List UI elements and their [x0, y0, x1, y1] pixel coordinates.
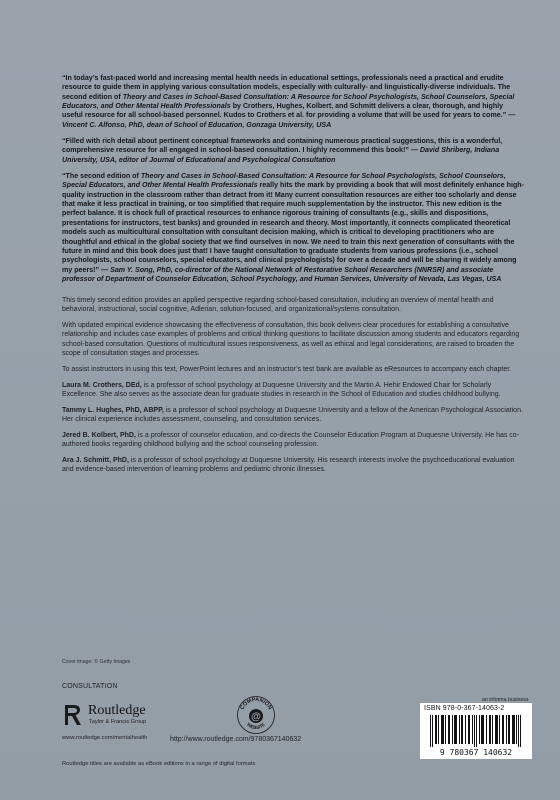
author-bio — [62, 406, 524, 425]
svg-text:@: @ — [251, 711, 261, 723]
isbn-barcode — [420, 703, 532, 759]
publisher-website[interactable]: www.routledge.com/mentalhealth — [62, 735, 148, 741]
cover-image-credit: Cover image: © Getty Images — [62, 659, 131, 665]
endorsements — [62, 74, 524, 291]
endorsement-1 — [62, 74, 524, 130]
book-title: Theory and Cases in School-Based Consultation: A Resource for School Psychologists, School Counselors, Special Educators, and Other Mental Health Professionals — [62, 172, 506, 190]
barcode-digits: 9 780367 140632 — [439, 748, 513, 757]
publisher-group: Taylor & Francis Group — [89, 719, 147, 725]
publisher-logo — [62, 703, 222, 729]
ebook-note: Routledge titles are available as eBook editions in a range of digital formats — [62, 761, 256, 767]
svg-text:WEBSITE — [246, 722, 266, 730]
informa-business: an informa business — [482, 697, 529, 703]
author-bio-text: is a professor of school psychology at Duquesne University and the Martin A. Hehir Endowed Chair for Scholarly Excellence. She also serves as the associate dean for graduate studies in research in the School of Education and studies childhood bullying. — [62, 381, 501, 398]
description-paragraph: This timely second edition provides an applied perspective regarding school-based consultation, including an overview of mental health and behavioral, instructional, social cognitive, Adlerian, solution-focused, and organizational/systems consultation. — [62, 297, 494, 314]
companion-ring-top: COMPANION — [239, 696, 273, 711]
endorsement-text: “Filled with rich detail about pertinent conceptual frameworks and containing numerous practical suggestions, this is a wonderful, comprehensive resource for all engaged in school-based consultation. I highly recommend this book!” — — [62, 137, 503, 155]
isbn-label: ISBN 978-0-367-14063-2 — [424, 705, 505, 712]
author-name: Tammy L. Hughes, PhD, ABPP, — [62, 406, 164, 414]
endorsement-text: “The second edition of — [62, 172, 141, 181]
author-bio — [62, 381, 524, 400]
barcode-icon — [424, 715, 528, 747]
author-name: Laura M. Crothers, DEd, — [62, 381, 142, 389]
description-paragraph: To assist instructors in using this text, PowerPoint lectures and an instructor’s test bank are available as eResources to accompany each chapter. — [62, 365, 512, 373]
endorsement-attribution: Vincent C. Alfonso, PhD, dean of School of Education, Gonzaga University, USA — [62, 120, 332, 129]
endorsement-2 — [62, 137, 524, 165]
author-bio-text: is a professor of school psychology at Duquesne University. His research interests involve the psychoeducational evaluation and evidence-based intervention of learning problems and pediatric chronic illnesses. — [62, 456, 515, 474]
companion-ring-bottom: WEBSITE — [245, 721, 266, 731]
routledge-logo-icon — [62, 703, 84, 727]
publisher-name: Routledge — [88, 703, 146, 718]
book-description — [62, 296, 524, 481]
author-bio-text: is a professor of school psychology at Duquesne University and a fellow of the American Psychological Association. Her clinical experience includes assessment, counseling, and consultation services. — [62, 406, 523, 423]
endorsement-3 — [62, 172, 524, 284]
svg-text:COMPANION — [239, 697, 272, 711]
endorsement-attribution: Sam Y. Song, PhD, co-director of the National Network of Restorative School Researchers (NNRSR) and associate professor of Department of Counselor Education, School Psychology, and Human Services, University of Nevada, Las Vegas, USA — [62, 265, 502, 283]
book-title: Theory and Cases in School-Based Consultation: A Resource for School Psychologists, School Counselors, Special Educators, and Other Mental Health Professionals — [62, 92, 515, 111]
subject-category: CONSULTATION — [62, 683, 118, 690]
endorsement-text: “In today’s fast-paced world and increasing mental health needs in educational settings, professionals need a practical and erudite resource to guide them in applying various consultation models, especially with culturally- and linguistically-diverse individuals. The second edition of — [62, 74, 511, 101]
endorsement-attribution: David Shriberg, Indiana University, USA, editor of Journal of Educational and Psychological Consultation — [62, 146, 500, 164]
author-bio — [62, 431, 524, 450]
author-name: Jered B. Kolbert, PhD, — [62, 431, 136, 439]
companion-website-badge-icon — [236, 695, 276, 735]
description-paragraph: With updated empirical evidence showcasing the effectiveness of consultation, this book delivers clear procedures for establishing a consultative relationship and includes case examples of problems and critical thinking questions to facilitate discussion among students and educators regarding school-based consultation. Questions of multicultural issues responsiveness, as well as ethical and legal considerations, are raised to broaden the scope of consultation stages and processes. — [62, 322, 520, 357]
author-bio — [62, 456, 524, 475]
endorsement-text: really hits the mark by providing a book that will most definitely enhance high-quality instruction in the classroom rather than detract from it! Many current consultation resources are either too scholarly and dense that make it less practical in training, or too simplified that require much supplementation by the instructor. This new edition is the perfect balance. It is chock full of practical resources to enhance rigorous training of consultants (e.g., skills and dispositions, presentations for instructors, test banks) and grounded in research and theory. Most importantly, it connects complicated theoretical models such as multicultural consultation with consultant decision making, which is critical to developing practitioners who are thoughtful and ethical in the global society that we find ourselves in now. We need to train this next generation of consultants with the future in mind and this book does just that! I have taught consultation to graduate students from various professions (i.e., school psychologists, school counselors, special educators, and clinical psychologists) for over a decade and will be sharing it widely among my peers!” — — [62, 181, 524, 274]
author-bio-text: is a professor of counselor education, and co-directs the Counselor Education Program at Duquesne University. He has co-authored books regarding childhood bullying and the school counseling profession. — [62, 431, 520, 449]
author-name: Ara J. Schmitt, PhD, — [62, 456, 129, 464]
companion-url[interactable]: http://www.routledge.com/9780367140632 — [170, 736, 302, 743]
endorsement-text: by Crothers, Hughes, Kolbert, and Schmitt delivers a clear, thorough, and highly useful resource for all school-based personnel. Kudos to Crothers et al. for providing a volume that will be used for years to come.” — — [62, 102, 516, 120]
